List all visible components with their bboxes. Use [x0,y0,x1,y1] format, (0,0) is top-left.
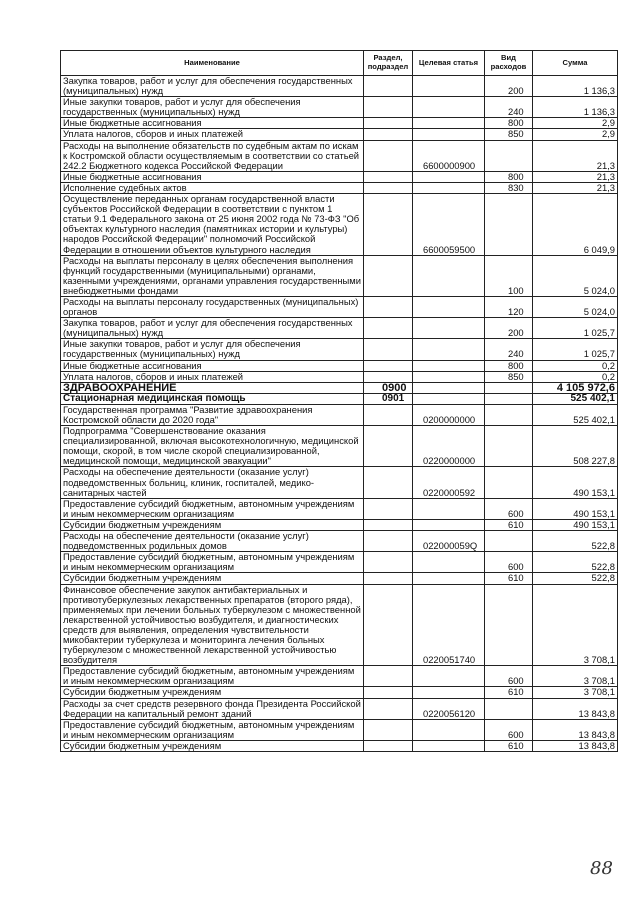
cell-target [413,171,485,182]
cell-target [413,318,485,339]
cell-sum: 522,8 [533,531,618,552]
table-row [61,255,618,296]
cell-name: Иные бюджетные ассигнования [61,171,364,182]
cell-name: Расходы на обеспечение деятельности (оказание услуг) подведомственных больниц, клиник, госпиталей, медико-санитарных частей [61,467,364,498]
table-row [61,194,618,256]
table-row [61,296,618,317]
cell-sum: 3 708,1 [533,584,618,666]
table-row [61,371,618,382]
cell-name: Субсидии бюджетным учреждениям [61,740,364,751]
table-row [61,360,618,371]
cell-name: Субсидии бюджетным учреждениям [61,687,364,698]
cell-target [413,719,485,740]
cell-target [413,182,485,193]
table-row [61,171,618,182]
table-row [61,339,618,360]
cell-target [413,339,485,360]
cell-expense: 610 [485,740,533,751]
cell-section [364,552,413,573]
cell-expense: 200 [485,76,533,97]
header-expense: Вид расходов [485,51,533,76]
cell-sum: 525 402,1 [533,404,618,425]
cell-section [364,371,413,382]
header-target: Целевая статья [413,51,485,76]
cell-section [364,76,413,97]
cell-target: 6600000900 [413,140,485,171]
cell-section [364,360,413,371]
cell-target [413,296,485,317]
cell-name: Предоставление субсидий бюджетным, автономным учреждениям и иным некоммерческим организациям [61,719,364,740]
cell-name: Уплата налогов, сборов и иных платежей [61,129,364,140]
cell-sum: 490 153,1 [533,498,618,519]
cell-name: Иные закупки товаров, работ и услуг для обеспечения государственных (муниципальных) нужд [61,97,364,118]
cell-section [364,426,413,467]
cell-expense: 600 [485,666,533,687]
cell-name: Стационарная медицинская помощь [61,393,364,404]
cell-section [364,404,413,425]
table-row [61,140,618,171]
cell-expense: 600 [485,498,533,519]
cell-section [364,698,413,719]
cell-expense: 800 [485,360,533,371]
cell-sum: 0,2 [533,360,618,371]
cell-name: Расходы на обеспечение деятельности (оказание услуг) подведомственных родильных домов [61,531,364,552]
cell-sum: 5 024,0 [533,296,618,317]
cell-expense [485,382,533,393]
table-row [61,584,618,666]
cell-section [364,467,413,498]
cell-expense: 800 [485,171,533,182]
cell-section [364,740,413,751]
cell-sum: 13 843,8 [533,698,618,719]
table-row [61,318,618,339]
table-body [61,76,618,752]
table-row [61,573,618,584]
cell-expense: 610 [485,573,533,584]
cell-sum: 522,8 [533,573,618,584]
cell-expense: 610 [485,687,533,698]
cell-expense: 120 [485,296,533,317]
table-row [61,182,618,193]
cell-sum: 3 708,1 [533,666,618,687]
cell-sum: 1 136,3 [533,76,618,97]
table-row [61,382,618,393]
cell-target [413,371,485,382]
table-row [61,666,618,687]
cell-name: Иные закупки товаров, работ и услуг для обеспечения государственных (муниципальных) нужд [61,339,364,360]
cell-sum: 6 049,9 [533,194,618,256]
header-name: Наименование [61,51,364,76]
cell-sum: 490 153,1 [533,519,618,530]
table-row [61,531,618,552]
cell-expense: 240 [485,339,533,360]
cell-target [413,519,485,530]
cell-target [413,573,485,584]
cell-expense [485,194,533,256]
cell-section [364,719,413,740]
cell-sum: 525 402,1 [533,393,618,404]
cell-target [413,118,485,129]
cell-name: Исполнение судебных актов [61,182,364,193]
table-row [61,719,618,740]
cell-name: Предоставление субсидий бюджетным, автономным учреждениям и иным некоммерческим организациям [61,498,364,519]
cell-section [364,573,413,584]
cell-sum: 13 843,8 [533,740,618,751]
cell-section [364,498,413,519]
header-sum: Сумма [533,51,618,76]
cell-sum: 2,9 [533,129,618,140]
cell-sum: 13 843,8 [533,719,618,740]
cell-sum: 522,8 [533,552,618,573]
cell-target: 022000059Q [413,531,485,552]
cell-name: Предоставление субсидий бюджетным, автономным учреждениям и иным некоммерческим организациям [61,552,364,573]
cell-expense: 830 [485,182,533,193]
cell-section [364,140,413,171]
cell-section [364,687,413,698]
cell-expense [485,531,533,552]
cell-name: ЗДРАВООХРАНЕНИЕ [61,382,364,393]
header-section: Раздел, подраздел [364,51,413,76]
cell-expense: 610 [485,519,533,530]
cell-name: Закупка товаров, работ и услуг для обеспечения государственных (муниципальных) нужд [61,318,364,339]
cell-sum: 490 153,1 [533,467,618,498]
cell-target: 6600059500 [413,194,485,256]
cell-section [364,531,413,552]
cell-target: 0220051740 [413,584,485,666]
cell-target [413,552,485,573]
cell-expense: 850 [485,371,533,382]
cell-sum: 5 024,0 [533,255,618,296]
cell-target [413,129,485,140]
table-row [61,118,618,129]
cell-expense [485,393,533,404]
cell-section [364,97,413,118]
cell-section [364,318,413,339]
cell-expense: 600 [485,552,533,573]
cell-section [364,255,413,296]
budget-document [60,50,617,752]
cell-target: 0220000000 [413,426,485,467]
cell-expense: 240 [485,97,533,118]
cell-sum: 2,9 [533,118,618,129]
cell-section [364,296,413,317]
cell-sum: 3 708,1 [533,687,618,698]
cell-name: Расходы на выполнение обязательств по судебным актам по искам к Костромской области осуществляемым в соответствии со статьей 242.2 Бюджетного кодекса Российской Федерации [61,140,364,171]
page-number: 88 [590,858,613,879]
cell-sum: 21,3 [533,182,618,193]
cell-target [413,76,485,97]
cell-section [364,171,413,182]
cell-name: Субсидии бюджетным учреждениям [61,519,364,530]
cell-target [413,360,485,371]
cell-name: Подпрограмма "Совершенствование оказания специализированной, включая высокотехнологичную, медицинской помощи, скорой, в том числе скорой специализированной, медицинской помощи, медицинской эвакуации" [61,426,364,467]
cell-section [364,584,413,666]
cell-target [413,393,485,404]
cell-sum: 508 227,8 [533,426,618,467]
table-row [61,426,618,467]
cell-section [364,519,413,530]
cell-expense [485,404,533,425]
cell-name: Расходы за счет средств резервного фонда Президента Российской Федерации на капитальный ремонт зданий [61,698,364,719]
cell-sum: 1 136,3 [533,97,618,118]
cell-name: Осуществление переданных органам государственной власти субъектов Российской Федерации в соответствии с пунктом 1 статьи 9.1 Федерального закона от 25 июня 2002 года № 73-ФЗ "Об объектах культурного наследия (памятниках истории и культуры) народов Российской Федерации" полномочий Российской Федерации в отношении объектов культурного наследия [61,194,364,256]
cell-name: Субсидии бюджетным учреждениям [61,573,364,584]
cell-section: 0900 [364,382,413,393]
cell-sum: 1 025,7 [533,339,618,360]
cell-expense [485,467,533,498]
cell-target [413,97,485,118]
table-row [61,97,618,118]
cell-sum: 4 105 972,6 [533,382,618,393]
cell-section [364,182,413,193]
cell-section [364,339,413,360]
cell-name: Иные бюджетные ассигнования [61,118,364,129]
cell-expense [485,698,533,719]
table-header [61,51,618,76]
table-row [61,404,618,425]
table-row [61,552,618,573]
cell-name: Закупка товаров, работ и услуг для обеспечения государственных (муниципальных) нужд [61,76,364,97]
cell-name: Расходы на выплаты персоналу государственных (муниципальных) органов [61,296,364,317]
cell-section [364,129,413,140]
cell-expense [485,584,533,666]
cell-sum: 21,3 [533,171,618,182]
cell-expense [485,426,533,467]
cell-sum: 0,2 [533,371,618,382]
table-row [61,76,618,97]
cell-target: 0220000592 [413,467,485,498]
table-row [61,467,618,498]
cell-expense: 800 [485,118,533,129]
cell-target [413,666,485,687]
cell-expense: 600 [485,719,533,740]
cell-expense [485,140,533,171]
cell-target [413,740,485,751]
table-row [61,498,618,519]
cell-target: 0220056120 [413,698,485,719]
table-row [61,740,618,751]
budget-table [60,50,618,752]
cell-sum: 21,3 [533,140,618,171]
cell-expense: 200 [485,318,533,339]
cell-expense: 100 [485,255,533,296]
cell-target [413,687,485,698]
cell-name: Расходы на выплаты персоналу в целях обеспечения выполнения функций государственными (муниципальными) органами, казенными учреждениями, органами управления государственными внебюджетными фондами [61,255,364,296]
cell-name: Иные бюджетные ассигнования [61,360,364,371]
cell-target [413,498,485,519]
cell-target: 0200000000 [413,404,485,425]
cell-name: Государственная программа "Развитие здравоохранения Костромской области до 2020 года" [61,404,364,425]
cell-name: Финансовое обеспечение закупок антибактериальных и противотуберкулезных лекарственных препаратов (второго ряда), применяемых при лечении больных туберкулезом с множественной лекарственной устойчивостью возбудителя, и диагностических средств для выявления, определения чувствительности микобактерии туберкулеза и мониторинга лечения больных туберкулезом с множественной лекарственной устойчивостью возбудителя [61,584,364,666]
cell-section: 0901 [364,393,413,404]
cell-section [364,118,413,129]
cell-expense: 850 [485,129,533,140]
cell-target [413,382,485,393]
cell-target [413,255,485,296]
cell-sum: 1 025,7 [533,318,618,339]
table-row [61,129,618,140]
cell-section [364,194,413,256]
table-row [61,519,618,530]
cell-section [364,666,413,687]
table-row [61,698,618,719]
cell-name: Уплата налогов, сборов и иных платежей [61,371,364,382]
cell-name: Предоставление субсидий бюджетным, автономным учреждениям и иным некоммерческим организациям [61,666,364,687]
table-row [61,393,618,404]
table-row [61,687,618,698]
